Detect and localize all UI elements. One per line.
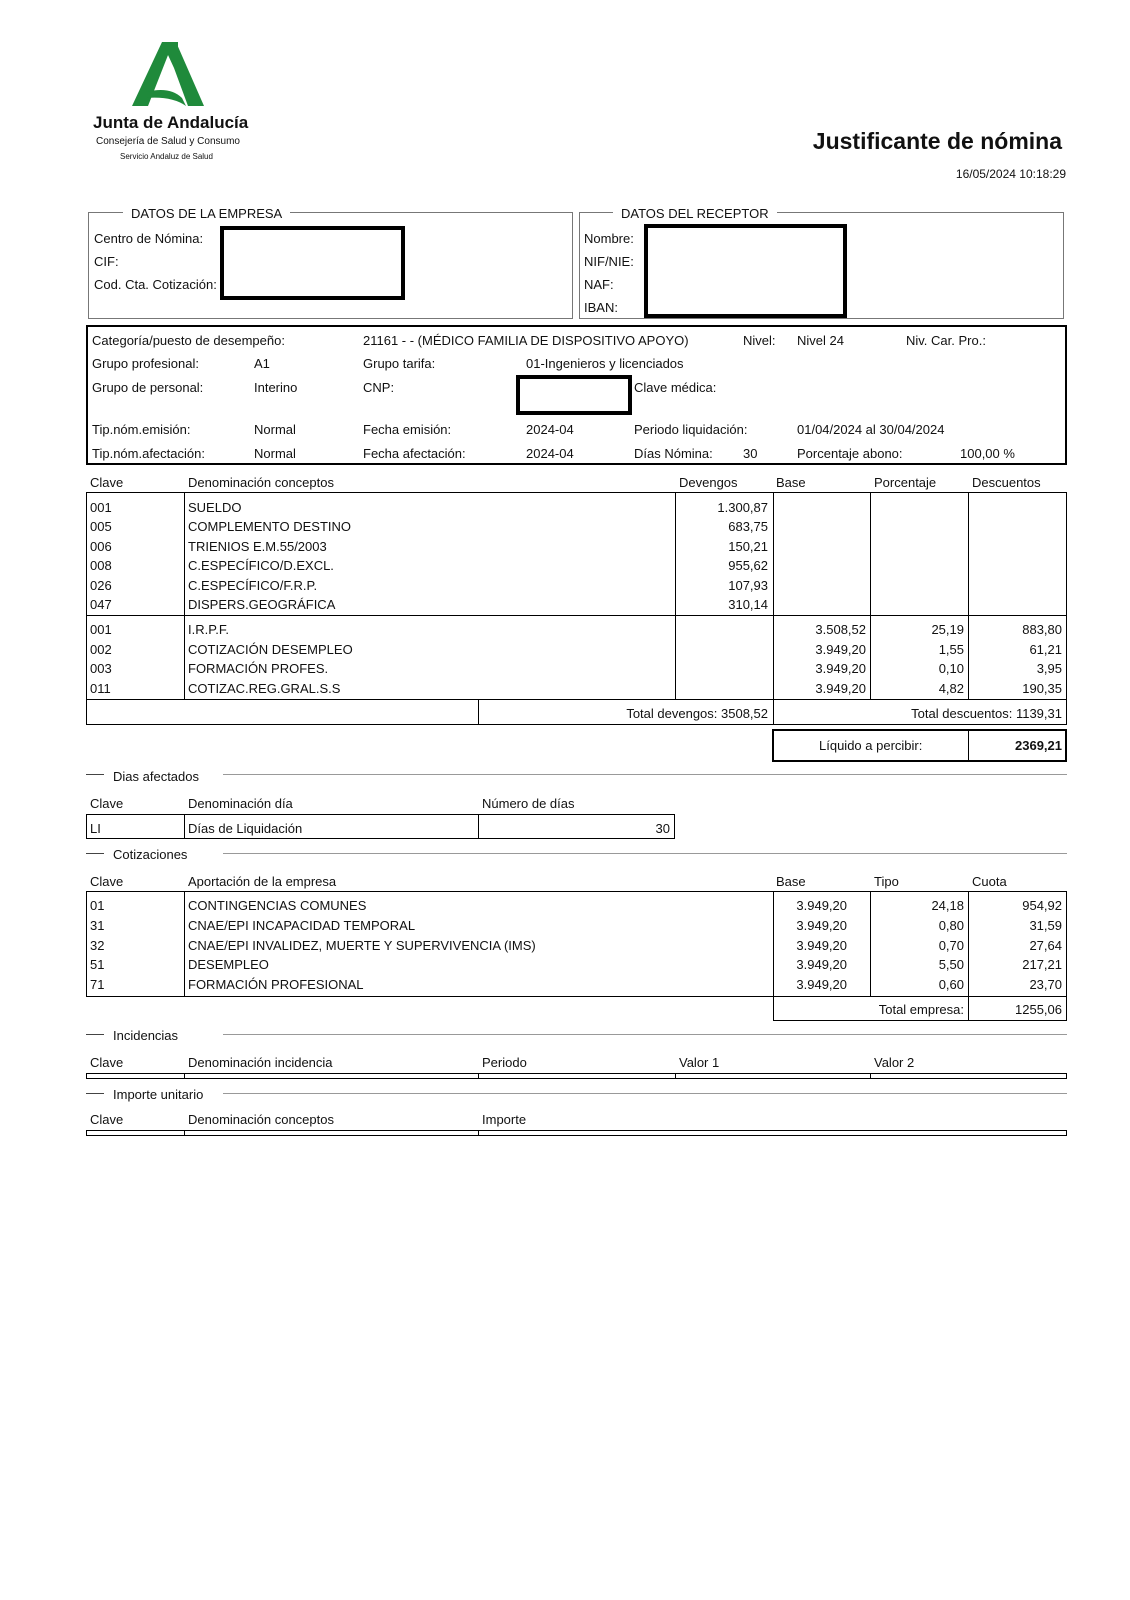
row-clave: 001: [90, 500, 112, 515]
inc-col-divider-3: [675, 1073, 676, 1079]
row-nombre: FORMACIÓN PROFES.: [188, 661, 329, 676]
porcentaje-abono-label: Porcentaje abono:: [797, 446, 903, 461]
row-clave: 003: [90, 661, 112, 676]
row-cuota: 27,64: [1029, 938, 1062, 953]
total-descuentos: Total descuentos: 1139,31: [911, 706, 1062, 721]
col-header-clave: Clave: [90, 475, 124, 490]
liquido-label: Líquido a percibir:: [819, 738, 923, 753]
row-devengo: 150,21: [728, 539, 768, 554]
categoria-label: Categoría/puesto de desempeño:: [92, 333, 285, 348]
conceptos-col-divider-3: [773, 492, 774, 700]
cot-header-cuota: Cuota: [972, 874, 1007, 889]
redacted-cnp: [516, 375, 632, 415]
row-nombre: DESEMPLEO: [188, 957, 269, 972]
row-devengo: 1.300,87: [717, 500, 768, 515]
row-cuota: 31,59: [1029, 918, 1062, 933]
row-descuento: 61,21: [1029, 642, 1062, 657]
centro-nomina-label: Centro de Nómina:: [94, 231, 204, 246]
redacted-empresa-data: [220, 226, 405, 300]
row-base: 3.949,20: [796, 898, 847, 913]
dias-nomina-label: Días Nómina:: [634, 446, 713, 461]
total-empresa-value: 1255,06: [1015, 1002, 1062, 1017]
row-nombre: CNAE/EPI INCAPACIDAD TEMPORAL: [188, 918, 416, 933]
grupo-personal-value: Interino: [254, 380, 298, 395]
row-clave: 026: [90, 578, 112, 593]
row-nombre: CONTINGENCIAS COMUNES: [188, 898, 367, 913]
row-porcentaje: 4,82: [938, 681, 964, 696]
row-clave: 005: [90, 519, 112, 534]
row-clave: 002: [90, 642, 112, 657]
row-nombre: Días de Liquidación: [188, 821, 303, 836]
incidencias-section-rule: [223, 1034, 1067, 1035]
tip-nom-emision-value: Normal: [254, 422, 296, 437]
cot-col-divider-2: [773, 891, 774, 997]
devengos-descuentos-divider: [86, 615, 1067, 616]
row-nombre: TRIENIOS E.M.55/2003: [188, 539, 327, 554]
cotizaciones-section-rule: [223, 853, 1067, 854]
incidencias-section-dash: [86, 1034, 104, 1035]
logo-swoosh: [146, 90, 186, 106]
col-header-porcentaje: Porcentaje: [874, 475, 937, 490]
redacted-receptor-data: [644, 224, 847, 318]
imp-col-divider-2: [478, 1130, 479, 1136]
row-base: 3.949,20: [815, 661, 866, 676]
row-nombre: C.ESPECÍFICO/D.EXCL.: [188, 558, 334, 573]
imp-header-clave: Clave: [90, 1112, 124, 1127]
grupo-profesional-label: Grupo profesional:: [92, 356, 199, 371]
dias-section-rule: [223, 774, 1067, 775]
conceptos-col-divider-2: [675, 492, 676, 700]
row-base: 3.949,20: [815, 642, 866, 657]
grupo-tarifa-label: Grupo tarifa:: [363, 356, 436, 371]
cot-header-clave: Clave: [90, 874, 124, 889]
cot-col-divider-4: [968, 891, 969, 997]
dias-col-divider-2: [478, 814, 479, 839]
row-nombre: COMPLEMENTO DESTINO: [188, 519, 352, 534]
row-devengo: 107,93: [728, 578, 768, 593]
col-header-descuentos: Descuentos: [972, 475, 1041, 490]
dias-nomina-value: 30: [743, 446, 758, 461]
importe-section-rule: [223, 1093, 1067, 1094]
totals-divider-2: [773, 699, 774, 725]
cot-header-base: Base: [776, 874, 806, 889]
liquido-value: 2369,21: [1015, 738, 1062, 753]
cif-label: CIF:: [94, 254, 119, 269]
total-empresa-label: Total empresa:: [878, 1002, 964, 1017]
row-cuota: 23,70: [1029, 977, 1062, 992]
imp-header-importe: Importe: [482, 1112, 527, 1127]
inc-col-divider-4: [870, 1073, 871, 1079]
dias-section-dash: [86, 774, 104, 775]
org-service: Servicio Andaluz de Salud: [120, 152, 213, 161]
row-devengo: 683,75: [728, 519, 768, 534]
row-descuento: 3,95: [1036, 661, 1062, 676]
importe-unitario-table: [86, 1130, 1067, 1136]
total-empresa-divider: [968, 996, 969, 1021]
cod-cta-cotizacion-label: Cod. Cta. Cotización:: [94, 277, 217, 292]
fecha-afectacion-value: 2024-04: [526, 446, 574, 461]
tip-nom-emision-label: Tip.nóm.emisión:: [92, 422, 191, 437]
row-base: 3.949,20: [796, 938, 847, 953]
tip-nom-afectacion-value: Normal: [254, 446, 296, 461]
cot-col-divider-3: [870, 891, 871, 997]
row-clave: LI: [90, 821, 101, 836]
row-nombre: COTIZACIÓN DESEMPLEO: [188, 642, 353, 657]
row-base: 3.508,52: [815, 622, 866, 637]
iban-label: IBAN:: [584, 300, 618, 315]
row-descuento: 883,80: [1022, 622, 1062, 637]
dias-header-numero: Número de días: [482, 796, 575, 811]
dias-table: [86, 814, 675, 839]
inc-col-divider-2: [478, 1073, 479, 1079]
dias-section-title: Dias afectados: [113, 769, 199, 784]
row-clave: 71: [90, 977, 105, 992]
incidencias-table: [86, 1073, 1067, 1079]
row-nombre: I.R.P.F.: [188, 622, 229, 637]
nivel-label: Nivel:: [743, 333, 776, 348]
row-clave: 047: [90, 597, 112, 612]
inc-header-valor1: Valor 1: [679, 1055, 720, 1070]
empresa-legend: DATOS DE LA EMPRESA: [123, 206, 290, 221]
col-header-base: Base: [776, 475, 806, 490]
cotizaciones-section-title: Cotizaciones: [113, 847, 188, 862]
imp-header-denominacion: Denominación conceptos: [188, 1112, 334, 1127]
row-porcentaje: 25,19: [931, 622, 964, 637]
nivel-value: Nivel 24: [797, 333, 844, 348]
row-base: 3.949,20: [796, 918, 847, 933]
row-clave: 01: [90, 898, 105, 913]
fecha-emision-value: 2024-04: [526, 422, 574, 437]
document-title: Justificante de nómina: [812, 128, 1062, 154]
cot-col-divider-1: [184, 891, 185, 997]
row-clave: 011: [90, 681, 111, 696]
niv-car-pro-label: Niv. Car. Pro.:: [906, 333, 986, 348]
row-clave: 006: [90, 539, 112, 554]
row-descuento: 190,35: [1022, 681, 1062, 696]
fecha-afectacion-label: Fecha afectación:: [363, 446, 466, 461]
cotizaciones-section-dash: [86, 853, 104, 854]
cot-header-tipo: Tipo: [874, 874, 899, 889]
inc-header-denominacion: Denominación incidencia: [188, 1055, 333, 1070]
org-name: Junta de Andalucía: [93, 113, 249, 132]
col-header-denominacion: Denominación conceptos: [188, 475, 334, 490]
incidencias-section-title: Incidencias: [113, 1028, 179, 1043]
cot-header-aportacion: Aportación de la empresa: [188, 874, 337, 889]
row-tipo: 24,18: [931, 898, 964, 913]
cnp-label: CNP:: [363, 380, 395, 395]
row-nombre: DISPERS.GEOGRÁFICA: [188, 597, 336, 612]
porcentaje-abono-value: 100,00 %: [960, 446, 1015, 461]
nif-nie-label: NIF/NIE:: [584, 254, 634, 269]
dias-col-divider-1: [184, 814, 185, 839]
row-devengo: 955,62: [728, 558, 768, 573]
row-porcentaje: 1,55: [938, 642, 964, 657]
row-cuota: 217,21: [1022, 957, 1062, 972]
col-header-devengos: Devengos: [679, 475, 738, 490]
row-nombre: SUELDO: [188, 500, 242, 515]
row-tipo: 0,80: [938, 918, 964, 933]
inc-header-valor2: Valor 2: [874, 1055, 915, 1070]
grupo-tarifa-value: 01-Ingenieros y licenciados: [526, 356, 684, 371]
periodo-liquidacion-value: 01/04/2024 al 30/04/2024: [797, 422, 945, 437]
row-clave: 31: [90, 918, 105, 933]
row-tipo: 5,50: [938, 957, 964, 972]
row-base: 3.949,20: [796, 957, 847, 972]
conceptos-col-divider-1: [184, 492, 185, 700]
row-clave: 51: [90, 957, 105, 972]
tip-nom-afectacion-label: Tip.nóm.afectación:: [92, 446, 205, 461]
categoria-value: 21161 - - (MÉDICO FAMILIA DE DISPOSITIVO APOYO): [363, 333, 689, 348]
row-tipo: 0,60: [938, 977, 964, 992]
row-base: 3.949,20: [796, 977, 847, 992]
fecha-emision-label: Fecha emisión:: [363, 422, 452, 437]
imp-col-divider-1: [184, 1130, 185, 1136]
conceptos-col-divider-5: [968, 492, 969, 700]
nombre-label: Nombre:: [584, 231, 634, 246]
liquido-divider: [968, 729, 969, 762]
row-clave: 008: [90, 558, 112, 573]
receptor-legend: DATOS DEL RECEPTOR: [613, 206, 777, 221]
row-clave: 001: [90, 622, 112, 637]
grupo-personal-label: Grupo de personal:: [92, 380, 204, 395]
inc-col-divider-1: [184, 1073, 185, 1079]
row-devengo: 310,14: [728, 597, 768, 612]
dias-header-clave: Clave: [90, 796, 124, 811]
org-department: Consejería de Salud y Consumo: [96, 136, 240, 147]
junta-logo: [132, 40, 206, 110]
row-nombre: C.ESPECÍFICO/F.R.P.: [188, 578, 318, 593]
inc-header-periodo: Periodo: [482, 1055, 527, 1070]
clave-medica-label: Clave médica:: [634, 380, 717, 395]
totals-divider-1: [478, 699, 479, 725]
row-tipo: 0,70: [938, 938, 964, 953]
row-nombre: COTIZAC.REG.GRAL.S.S: [188, 681, 341, 696]
periodo-liquidacion-label: Periodo liquidación:: [634, 422, 748, 437]
inc-header-clave: Clave: [90, 1055, 124, 1070]
importe-section-title: Importe unitario: [113, 1087, 204, 1102]
row-porcentaje: 0,10: [938, 661, 964, 676]
naf-label: NAF:: [584, 277, 614, 292]
importe-section-dash: [86, 1093, 104, 1094]
generation-timestamp: 16/05/2024 10:18:29: [955, 167, 1066, 181]
total-devengos: Total devengos: 3508,52: [626, 706, 768, 721]
row-base: 3.949,20: [815, 681, 866, 696]
row-nombre: FORMACIÓN PROFESIONAL: [188, 977, 364, 992]
row-cuota: 954,92: [1022, 898, 1062, 913]
row-clave: 32: [90, 938, 105, 953]
row-nombre: CNAE/EPI INVALIDEZ, MUERTE Y SUPERVIVENCIA (IMS): [188, 938, 536, 953]
row-numero: 30: [655, 821, 670, 836]
conceptos-col-divider-4: [870, 492, 871, 700]
grupo-profesional-value: A1: [254, 356, 270, 371]
dias-header-denominacion: Denominación día: [188, 796, 293, 811]
